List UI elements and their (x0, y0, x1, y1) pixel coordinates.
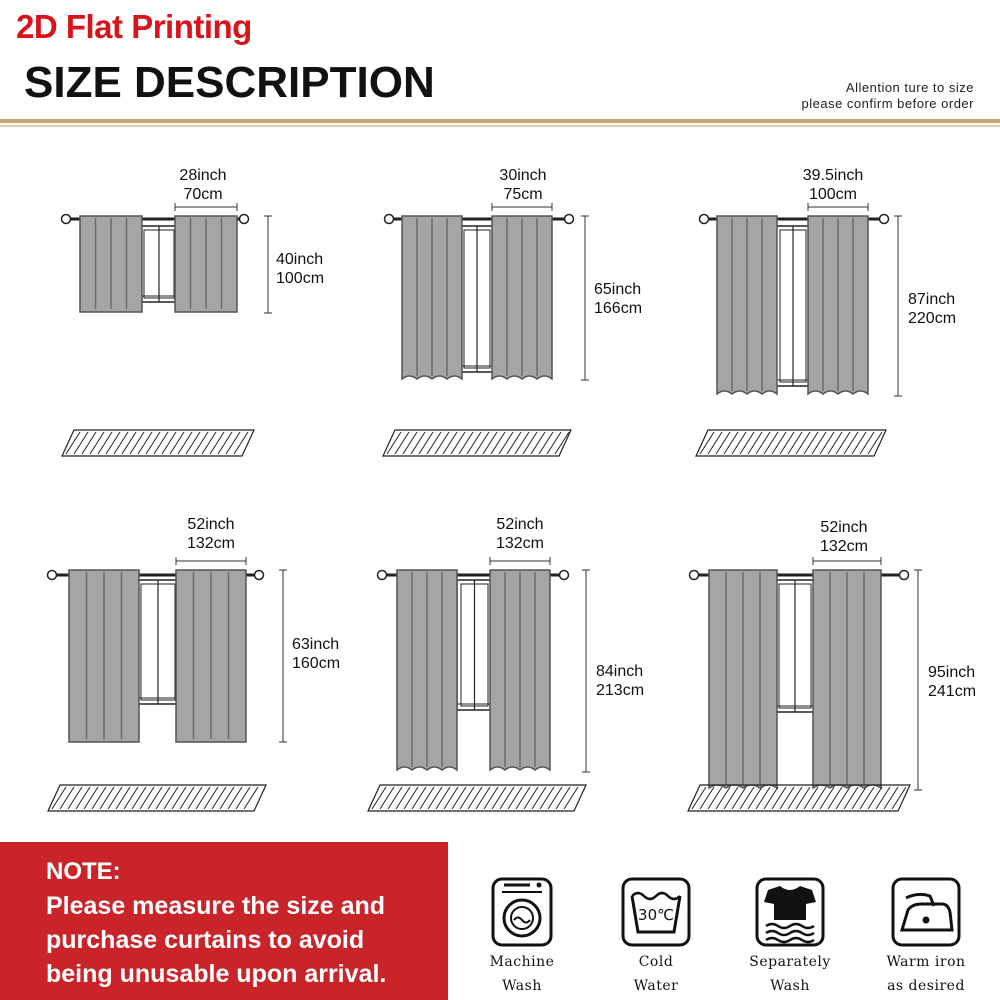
warm-iron-icon (890, 876, 962, 948)
note-line-3: being unusable upon arrival. (46, 960, 387, 988)
separately-wash-icon (754, 876, 826, 948)
width-cm: 70cm (183, 186, 223, 203)
length-label (276, 250, 324, 288)
page-title: SIZE DESCRIPTION (24, 58, 435, 107)
care-label-line-2: Water (633, 978, 679, 994)
length-inch: 40inch (276, 251, 324, 268)
note-line-2: purchase curtains to avoid (46, 926, 365, 954)
length-dimension-line (582, 570, 590, 772)
care-cold-water (596, 876, 716, 998)
width-dimension-line (175, 203, 237, 211)
floor-hatch (48, 785, 266, 811)
width-dimension-line (808, 203, 868, 211)
curtain-panel-left (397, 570, 457, 770)
width-label (171, 515, 251, 553)
curtain-diagram-4 (48, 557, 288, 811)
care-warm-iron (866, 876, 986, 998)
width-dimension-line (492, 203, 552, 211)
length-inch: 87inch (908, 291, 956, 308)
length-label (292, 635, 340, 673)
window-frame (776, 226, 810, 386)
cold-water-icon (620, 876, 692, 948)
window-frame (137, 580, 179, 704)
length-inch: 63inch (292, 636, 340, 653)
width-dimension-line (176, 557, 246, 565)
curtain-diagram-5 (368, 557, 590, 811)
machine-wash-icon (490, 876, 554, 948)
care-separately-wash (730, 876, 850, 998)
curtain-diagram-6 (688, 557, 922, 811)
attention-note-line-2: please confirm before order (801, 96, 974, 111)
floor-hatch (688, 785, 910, 811)
length-label (594, 280, 642, 318)
floor-hatch (62, 430, 254, 456)
curtain-panel-left (80, 216, 142, 312)
width-inch: 52inch (820, 519, 868, 536)
care-label-line-2: Wash (770, 978, 810, 994)
window-frame (775, 580, 815, 712)
window-frame (460, 226, 494, 372)
width-cm: 100cm (808, 186, 858, 203)
tagline: 2D Flat Printing (16, 8, 252, 45)
curtain-panel-right (176, 570, 246, 742)
length-cm: 213cm (596, 682, 645, 699)
curtain-panel-left (69, 570, 139, 742)
width-dimension-line (813, 557, 881, 565)
length-cm: 166cm (594, 300, 643, 317)
width-label (793, 166, 873, 204)
curtain-panel-left (402, 216, 462, 379)
care-machine-wash (462, 876, 582, 998)
length-inch: 65inch (594, 281, 642, 298)
curtain-diagram-1 (62, 203, 273, 456)
width-label (804, 518, 884, 556)
length-dimension-line (264, 216, 272, 313)
curtain-panel-left (709, 570, 777, 788)
length-inch: 84inch (596, 663, 644, 680)
floor-hatch (368, 785, 586, 811)
width-cm: 132cm (186, 535, 236, 552)
curtain-diagram-2 (383, 203, 589, 456)
width-inch: 52inch (496, 516, 544, 533)
care-label-line-1: Machine (489, 954, 555, 970)
length-cm: 100cm (276, 270, 325, 287)
length-cm: 160cm (292, 655, 341, 672)
curtain-panel-right (492, 216, 552, 379)
note-heading: NOTE: (46, 858, 121, 885)
width-inch: 39.5inch (802, 167, 864, 184)
length-label (596, 662, 644, 700)
length-cm: 241cm (928, 683, 977, 700)
length-label (928, 663, 976, 701)
length-dimension-line (581, 216, 589, 380)
care-label-line-1: Separately (749, 954, 831, 970)
length-cm: 220cm (908, 310, 957, 327)
care-label-line-2: Wash (502, 978, 542, 994)
care-label-line-1: Warm iron (886, 954, 966, 970)
curtain-panel-left (717, 216, 777, 394)
curtain-panel-right (175, 216, 237, 312)
window-frame (457, 580, 492, 710)
wash-temperature: 30℃ (638, 906, 674, 924)
width-dimension-line (490, 557, 550, 565)
curtain-panel-right (813, 570, 881, 788)
width-label (483, 166, 563, 204)
curtain-panel-right (490, 570, 550, 770)
length-dimension-line (894, 216, 902, 396)
width-inch: 30inch (499, 167, 547, 184)
window-frame (140, 226, 178, 302)
width-label (480, 515, 560, 553)
width-cm: 132cm (495, 535, 545, 552)
width-label (163, 166, 243, 204)
curtain-panel-right (808, 216, 868, 394)
note-line-1: Please measure the size and (46, 892, 386, 920)
width-inch: 52inch (187, 516, 235, 533)
width-cm: 132cm (819, 538, 869, 555)
attention-note-line-1: Allention ture to size (845, 80, 974, 95)
length-dimension-line (914, 570, 922, 790)
length-dimension-line (279, 570, 287, 742)
care-label-line-2: as desired (887, 978, 965, 994)
length-inch: 95inch (928, 664, 976, 681)
width-inch: 28inch (179, 167, 227, 184)
care-label-line-1: Cold (638, 954, 674, 970)
floor-hatch (383, 430, 571, 456)
floor-hatch (696, 430, 886, 456)
width-cm: 75cm (503, 186, 543, 203)
curtain-diagram-3 (696, 203, 902, 456)
length-label (908, 290, 956, 328)
